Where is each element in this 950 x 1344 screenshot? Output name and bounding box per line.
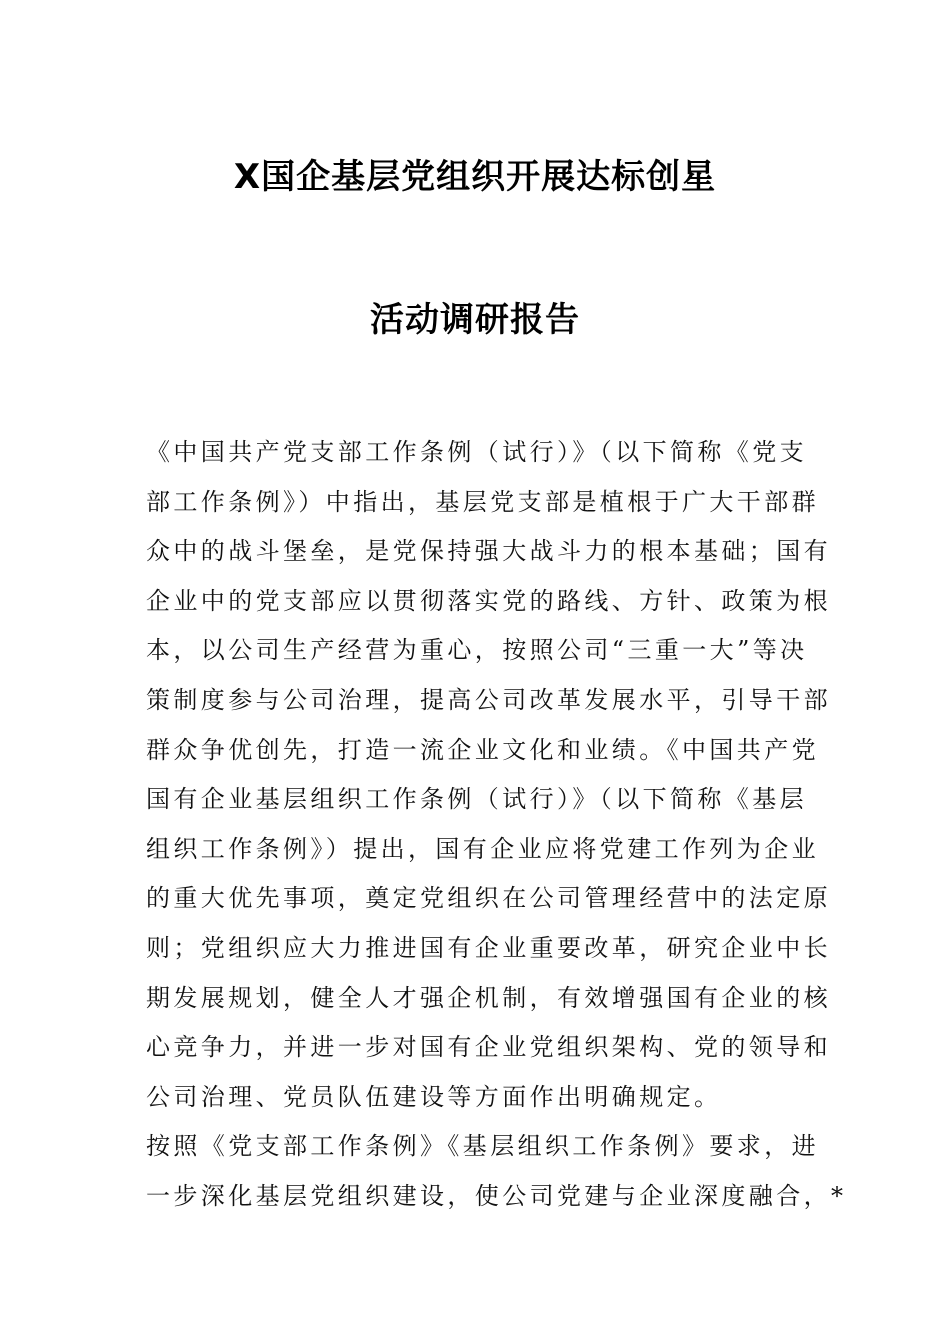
text-line: 《中国共产党支部工作条例（试行）》（以下简称《党支 xyxy=(146,438,807,466)
text-line: 则；党组织应大力推进国有企业重要改革，研究企业中长 xyxy=(146,933,831,962)
document-title-line-1: X国企基层党组织开展达标创星 xyxy=(233,157,717,197)
paragraph-2 xyxy=(146,1122,847,1221)
text-line: 众中的战斗堡垒，是党保持强大战斗力的根本基础；国有 xyxy=(146,537,831,566)
text-line: 组织工作条例》）提出，国有企业应将党建工作列为企业 xyxy=(146,834,819,863)
text-line: 部工作条例》）中指出，基层党支部是植根于广大干部群 xyxy=(146,487,819,516)
document-body xyxy=(146,428,847,1222)
text-line: 企业中的党支部应以贯彻落实党的路线、方针、政策为根 xyxy=(146,586,831,615)
text-line: 公司治理、党员队伍建设等方面作出明确规定。 xyxy=(146,1082,722,1111)
text-line: 按照《党支部工作条例》《基层组织工作条例》要求，进 xyxy=(146,1132,819,1161)
text-line: 策制度参与公司治理，提高公司改革发展水平，引导干部 xyxy=(146,685,831,714)
document-title-line-2: 活动调研报告 xyxy=(370,300,580,340)
text-line: 群众争优创先，打造一流企业文化和业绩。《中国共产党 xyxy=(146,735,819,764)
text-line: 的重大优先事项，奠定党组织在公司管理经营中的法定原 xyxy=(146,884,831,913)
paragraph-1 xyxy=(146,428,831,1122)
text-line: 本，以公司生产经营为重心，按照公司“三重一大”等决 xyxy=(146,636,808,665)
text-line: 心竞争力，并进一步对国有企业党组织架构、党的领导和 xyxy=(146,1033,831,1062)
text-line: 一步深化基层党组织建设，使公司党建与企业深度融合，* xyxy=(146,1181,847,1210)
text-line: 期发展规划，健全人才强企机制，有效增强国有企业的核 xyxy=(146,983,831,1012)
text-line: 国有企业基层组织工作条例（试行）》（以下简称《基层 xyxy=(146,785,807,814)
